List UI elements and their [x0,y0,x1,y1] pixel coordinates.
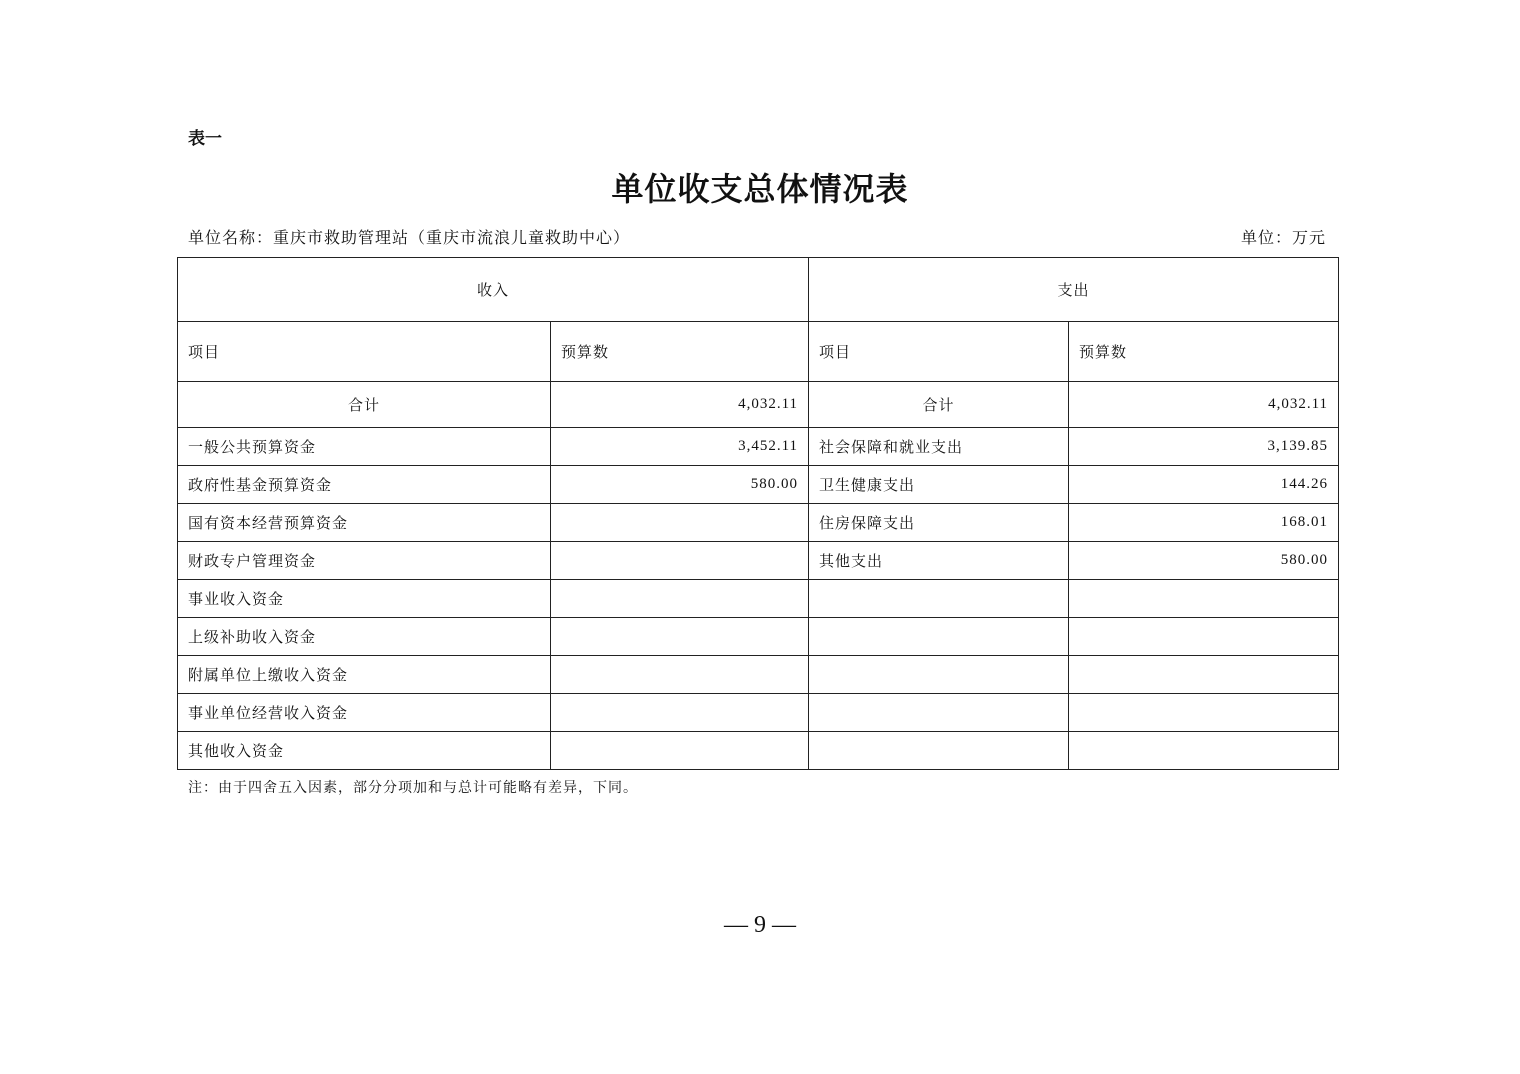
income-total-value: 4,032.11 [551,382,809,428]
income-total-label: 合计 [178,382,551,428]
income-section-header: 收入 [178,258,809,322]
expense-item: 住房保障支出 [809,504,1069,542]
expense-budget-column-header: 预算数 [1069,322,1339,382]
page-title: 单位收支总体情况表 [611,170,909,208]
expense-item [809,580,1069,618]
table-row [178,542,1339,580]
page-number: — 9 — [724,912,796,938]
expense-value [1069,656,1339,694]
expense-item [809,618,1069,656]
expense-value: 168.01 [1069,504,1339,542]
expense-value: 3,139.85 [1069,428,1339,466]
expense-item [809,694,1069,732]
income-value [551,580,809,618]
expense-total-value: 4,032.11 [1069,382,1339,428]
expense-value [1069,618,1339,656]
income-value: 580.00 [551,466,809,504]
income-item: 附属单位上缴收入资金 [178,656,551,694]
table-row [178,694,1339,732]
income-item: 事业收入资金 [178,580,551,618]
expense-total-label: 合计 [809,382,1069,428]
income-item: 政府性基金预算资金 [178,466,551,504]
expense-value: 580.00 [1069,542,1339,580]
column-header-row [178,322,1339,382]
unit-name: 单位名称：重庆市救助管理站（重庆市流浪儿童救助中心） [188,228,631,247]
table-row [178,732,1339,770]
table-row [178,466,1339,504]
income-item: 上级补助收入资金 [178,618,551,656]
income-value: 3,452.11 [551,428,809,466]
income-item: 其他收入资金 [178,732,551,770]
expense-item-column-header: 项目 [809,322,1069,382]
income-item: 财政专户管理资金 [178,542,551,580]
budget-table [177,257,1339,770]
expense-value [1069,580,1339,618]
table-row [178,618,1339,656]
income-value [551,656,809,694]
income-budget-column-header: 预算数 [551,322,809,382]
expense-item: 卫生健康支出 [809,466,1069,504]
expense-section-header: 支出 [809,258,1339,322]
table-label: 表一 [188,129,222,149]
income-value [551,542,809,580]
income-item: 事业单位经营收入资金 [178,694,551,732]
currency-unit: 单位：万元 [1240,228,1326,247]
footnote: 注：由于四舍五入因素，部分分项加和与总计可能略有差异，下同。 [188,780,638,796]
income-value [551,504,809,542]
expense-value [1069,694,1339,732]
expense-item [809,656,1069,694]
total-row [178,382,1339,428]
expense-item: 社会保障和就业支出 [809,428,1069,466]
expense-item [809,732,1069,770]
income-value [551,732,809,770]
income-item-column-header: 项目 [178,322,551,382]
table-row [178,580,1339,618]
table-row [178,504,1339,542]
table-row [178,656,1339,694]
expense-value: 144.26 [1069,466,1339,504]
section-header-row [178,258,1339,322]
income-item: 一般公共预算资金 [178,428,551,466]
income-value [551,694,809,732]
income-item: 国有资本经营预算资金 [178,504,551,542]
income-value [551,618,809,656]
table-row [178,428,1339,466]
expense-item: 其他支出 [809,542,1069,580]
expense-value [1069,732,1339,770]
